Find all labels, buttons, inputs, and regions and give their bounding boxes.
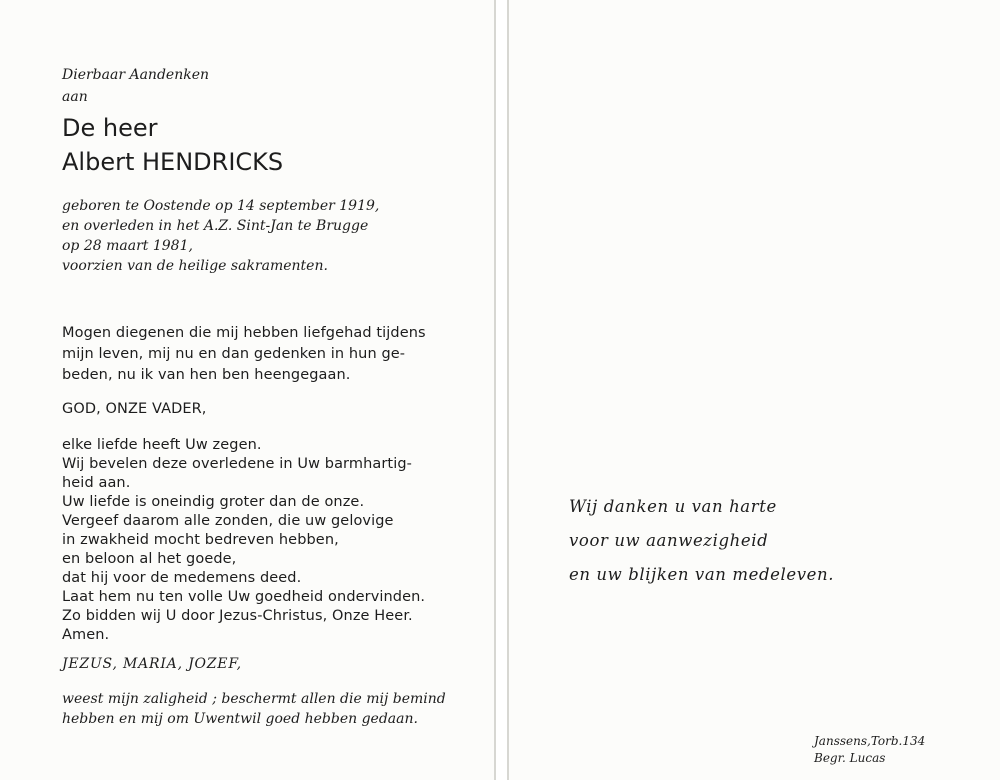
printer-imprint: Begr. Lucas — [814, 751, 886, 765]
invocation-heading: JEZUS, MARIA, JOZEF, — [62, 656, 242, 672]
invocation-line: hebben en mij om Uwentwil goed hebben gedaan. — [62, 711, 418, 727]
plea-line: beden, nu ik van hen ben heengegaan. — [62, 367, 351, 383]
card-fold-gap — [496, 0, 507, 780]
prayer-line: in zwakheid mocht bedreven hebben, — [62, 532, 339, 548]
intro-line: Dierbaar Aandenken — [62, 67, 209, 83]
printer-imprint: Janssens,Torb.134 — [814, 734, 926, 748]
bio-line: en overleden in het A.Z. Sint-Jan te Brugge — [62, 218, 369, 234]
plea-line: mijn leven, mij nu en dan gedenken in hun ge- — [62, 346, 406, 362]
bio-line: geboren te Oostende op 14 september 1919, — [62, 198, 380, 214]
prayer-line: dat hij voor de medemens deed. — [62, 570, 302, 586]
memorial-card-right-panel — [507, 0, 1000, 780]
bio-line: voorzien van de heilige sakramenten. — [62, 258, 328, 274]
prayer-line: Wij bevelen deze overledene in Uw barmhartig- — [62, 456, 412, 472]
prayer-heading: GOD, ONZE VADER, — [62, 401, 207, 417]
prayer-line: Vergeef daarom alle zonden, die uw gelovige — [62, 513, 394, 529]
prayer-line: Zo bidden wij U door Jezus-Christus, Onze Heer. — [62, 608, 413, 624]
invocation-line: weest mijn zaligheid ; beschermt allen die mij bemind — [62, 691, 446, 707]
prayer-line: heid aan. — [62, 475, 131, 491]
prayer-line: en beloon al het goede, — [62, 551, 237, 567]
plea-line: Mogen diegenen die mij hebben liefgehad tijdens — [62, 325, 426, 341]
prayer-amen: Amen. — [62, 627, 110, 643]
thanks-line: en uw blijken van medeleven. — [569, 565, 835, 584]
prayer-line: Uw liefde is oneindig groter dan de onze. — [62, 494, 365, 510]
prayer-line: Laat hem nu ten volle Uw goedheid ondervinden. — [62, 589, 426, 605]
thanks-line: Wij danken u van harte — [569, 497, 777, 516]
prayer-line: elke liefde heeft Uw zegen. — [62, 437, 262, 453]
memorial-card-left-panel — [0, 0, 496, 780]
deceased-name: Albert HENDRICKS — [62, 148, 284, 176]
bio-line: op 28 maart 1981, — [62, 238, 193, 254]
title-honorific: De heer — [62, 114, 158, 142]
thanks-line: voor uw aanwezigheid — [569, 531, 769, 550]
intro-line-aan: aan — [62, 89, 88, 105]
